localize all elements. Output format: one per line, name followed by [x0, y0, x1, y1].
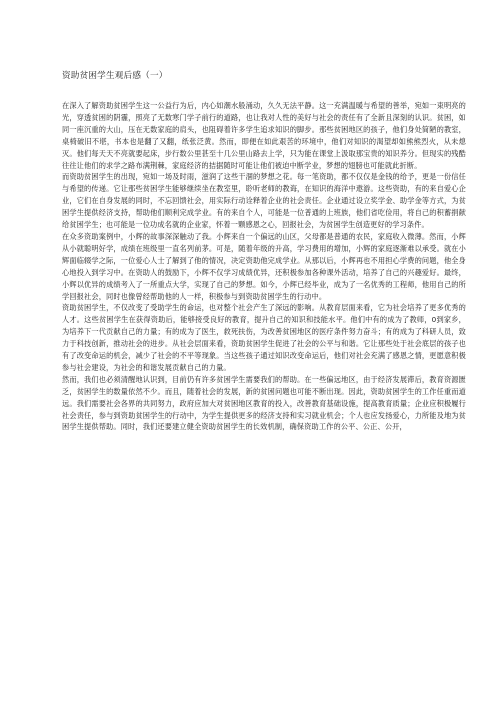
- paragraph: 而资助贫困学生的出现，宛如一场及时雨，滋润了这些干涸的梦想之花。每一笔资助，都不仅仅是金钱的给予，更是一份信任与希望的传递。它让那些贫困学生能够继续坐在教室里，聆听老师的教诲，在知识的海洋中遨游。这些资助，有的来自爱心企业，它们在自身发展的同时，不忘回馈社会，用实际行动诠释着企业的社会责任。企业通过设立奖学金、助学金等方式，为贫困学生提供经济支持，帮助他们顺利完成学业。有的来自个人，可能是一位普通的上班族，他们省吃俭用，将自己的积蓄捐献给贫困学生；也可能是一位功成名就的企业家，怀着一颗感恩之心，回报社会，为贫困学生创造更好的学习条件。: [62, 172, 466, 230]
- document-title: 资助贫困学生观后感（一）: [62, 71, 168, 81]
- paragraph: 资助贫困学生，不仅改变了受助学生的命运，也对整个社会产生了深远的影响。从教育层面来看，它为社会培养了更多优秀的人才。这些贫困学生在获得资助后，能够接受良好的教育，提升自己的知识和技能水平。他们中有的成为了教师，0到家乡，为培养下一代贡献自己的力量；有的成为了医生，救死扶伤，为改善贫困地区的医疗条件努力奋斗；有的成为了科研人员，致力于科技创新，推动社会的进步。从社会层面来看，资助贫困学生促进了社会的公平与和谐。它让那些处于社会底层的孩子也有了改变命运的机会，减少了社会的不平等现象。当这些孩子通过知识改变命运后，他们对社会充满了感恩之情，更愿意积极参与社会建设，为社会的和谐发展贡献自己的力量。: [62, 303, 466, 372]
- paragraph: 然而，我们也必须清醒地认识到，目前仍有许多贫困学生需要我们的帮助。在一些偏远地区，由于经济发展滞后，教育资源匮乏，贫困学生的数量依然不少。而且，随着社会的发展，新的贫困问题也可能不断出现。因此，资助贫困学生的工作任重而道远。我们需要社会各界的共同努力，政府应加大对贫困地区教育的投入，改善教育基础设施，提高教育质量；企业应积极履行社会责任，参与到资助贫困学生的行动中，为学生提供更多的经济支持和实习就业机会；个人也应发扬爱心，力所能及地为贫困学生提供帮助。同时，我们还要建立健全资助贫困学生的长效机制，确保资助工作的公平、公正、公开，: [62, 374, 466, 432]
- document-body: [62, 100, 466, 433]
- paragraph: 在众多资助案例中，小辉的故事深深触动了我。小辉来自一个偏远的山区，父母都是普通的农民，家庭收入微薄。然而，小辉从小就聪明好学，成绩在班级里一直名列前茅。可是，随着年级的升高，学习费用的增加，小辉的家庭逐渐难以承受。就在小辉面临辍学之际，一位爱心人士了解到了他的情况，决定资助他完成学业。从那以后，小辉再也不用担心学费的问题，他全身心地投入到学习中。在资助人的鼓励下，小辉不仅学习成绩优异，还积极参加各种课外活动，培养了自己的兴趣爱好。最终，小辉以优异的成绩考入了一所重点大学，实现了自己的梦想。如今，小辉已经毕业，成为了一名优秀的工程师，他用自己的所学回报社会，同时也像曾经帮助他的人一样，积极参与到资助贫困学生的行动中。: [62, 231, 466, 301]
- paragraph: 在深入了解资助贫困学生这一公益行为后，内心如潮水般涌动，久久无法平静。这一充满温暖与希望的善举，宛如一束明亮的光，穿透贫困的阴霾，照亮了无数寒门学子前行的道路，也让我对人性的美好与社会的责任有了全新且深刻的认识。贫困，如同一座沉重的大山，压在无数家庭的肩头，也阻碍着许多学生追求知识的脚步。那些贫困地区的孩子，他们身处简陋的教室，桌椅破旧不堪，书本也是翻了又翻，纸张泛黄。然而，即便在如此艰苦的环境中，他们对知识的渴望却如熊熊烈火，从未熄灭。他们每天天不亮就要起床，步行数公里甚至十几公里山路去上学，只为能在课堂上汲取那宝贵的知识养分。但现实的残酷往往让他们的求学之路布满荆棘，家庭经济的拮据随时可能让他们被迫中断学业，梦想的翅膀也可能就此折断。: [62, 101, 466, 170]
